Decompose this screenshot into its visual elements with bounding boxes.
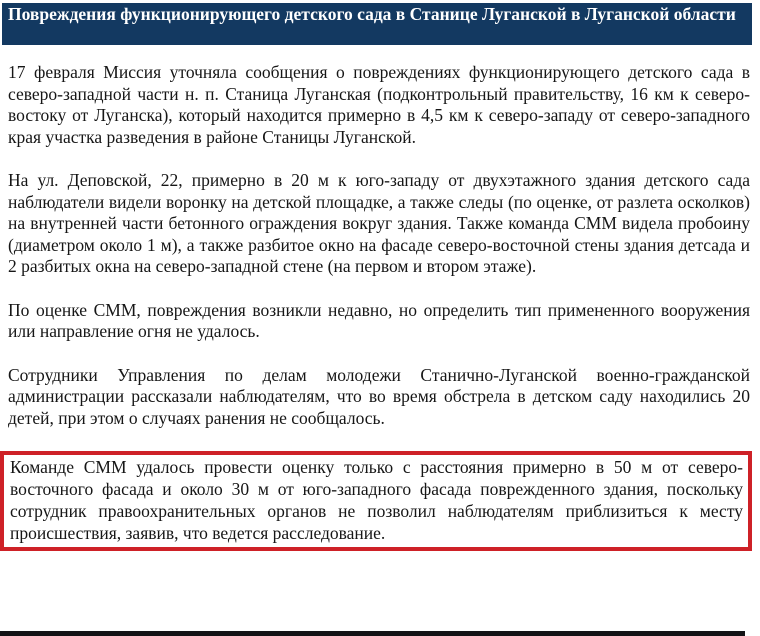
paragraph-smm-assessment: По оценке СММ, повреждения возникли недавно, но определить тип примененного вооружения или направление огня не удалось. — [8, 299, 750, 341]
paragraph-damage-details: На ул. Деповской, 22, примерно в 20 м к юго-западу от двухэтажного здания детского сада наблюдатели видели воронку на детской площадке, а также следы (по оценке, от разлета осколков) на внутренней части бетонного ограждения вокруг здания. Также команда СММ видела пробоину (диаметром около 1 м), а также разбитое окно на фасаде северо-восточной стены здания детсада и 2 разбитых окна на северо-западной стене (на первом и втором этаже). — [8, 170, 750, 276]
footer-bar — [0, 631, 745, 636]
document-page — [0, 3, 760, 636]
highlighted-paragraph-box — [0, 451, 752, 551]
document-title-banner — [2, 3, 752, 45]
document-body — [8, 62, 750, 551]
highlighted-paragraph-text: Команде СММ удалось провести оценку только с расстояния примерно в 50 м от северо-восточного фасада и около 30 м от юго-западного фасада поврежденного здания, поскольку сотрудник правоохранительных органов не позволил наблюдателям приблизиться к месту происшествия, заявив, что ведется расследование. — [10, 457, 743, 543]
paragraph-administration-statement: Сотрудники Управления по делам молодежи Станично-Луганской военно-гражданской администрации рассказали наблюдателям, что во время обстрела в детском саду находились 20 детей, при этом о случаях ранения не сообщалось. — [8, 364, 750, 428]
paragraph-report-intro: 17 февраля Миссия уточняла сообщения о повреждениях функционирующего детского сада в северо-западной части н. п. Станица Луганская (подконтрольный правительству, 16 км к северо-востоку от Луганска), который находится примерно в 4,5 км к северо-западу от северо-западного края участка разведения в районе Станицы Луганской. — [8, 62, 750, 147]
document-title: Повреждения функционирующего детского сада в Станице Луганской в Луганской области — [8, 4, 736, 24]
